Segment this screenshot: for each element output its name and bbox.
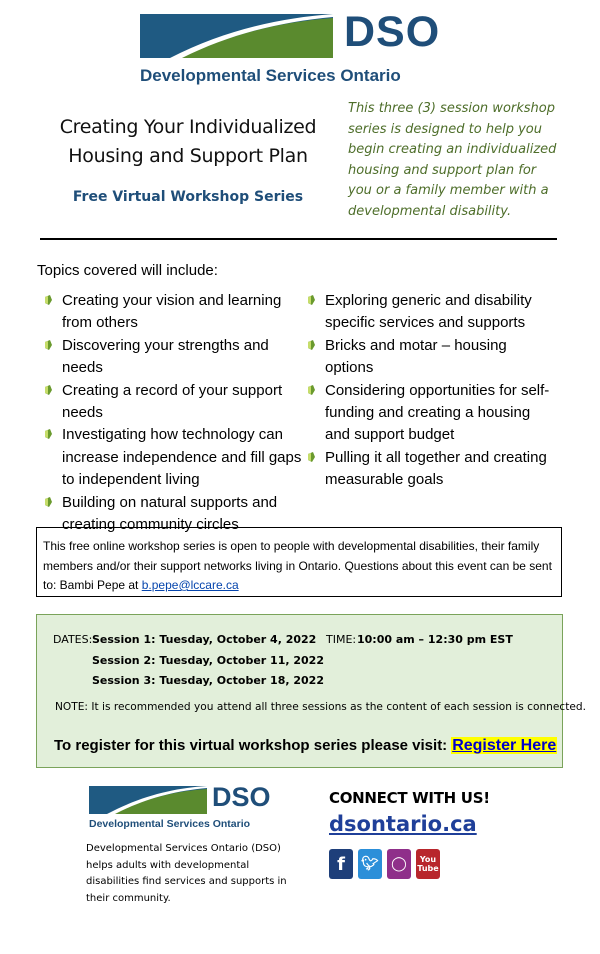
footer-dso-swoosh-icon bbox=[89, 786, 207, 814]
session-2: Session 2: Tuesday, October 11, 2022 bbox=[92, 654, 324, 667]
social-icons bbox=[329, 849, 440, 879]
page-subtitle: Free Virtual Workshop Series bbox=[72, 189, 304, 205]
time-label: TIME: bbox=[326, 633, 357, 646]
bullet-icon bbox=[44, 385, 53, 395]
bullet-icon bbox=[44, 295, 53, 305]
dso-swoosh-icon bbox=[140, 14, 333, 58]
topic-item bbox=[40, 335, 305, 380]
topic-item bbox=[303, 290, 558, 335]
topic-item bbox=[40, 290, 305, 335]
bullet-icon bbox=[307, 385, 316, 395]
register-line bbox=[54, 737, 557, 755]
topic-text: Pulling it all together and creating measurable goals bbox=[325, 448, 547, 489]
topic-item bbox=[303, 447, 558, 492]
connect-heading: CONNECT WITH US! bbox=[329, 789, 490, 807]
page-title bbox=[40, 113, 336, 171]
footer-dso-logo bbox=[89, 782, 274, 834]
instagram-icon[interactable]: ◯ bbox=[387, 849, 411, 879]
bullet-icon bbox=[44, 497, 53, 507]
about-text: Developmental Services Ontario (DSO) helps adults with developmental disabilities find services and supports in their community. bbox=[86, 843, 287, 904]
title-line-2: Housing and Support Plan bbox=[68, 145, 308, 167]
register-link[interactable]: Register Here bbox=[452, 737, 557, 754]
topic-item bbox=[303, 335, 558, 380]
session-3: Session 3: Tuesday, October 18, 2022 bbox=[92, 674, 324, 687]
contact-email-link[interactable]: b.pepe@lccare.ca bbox=[141, 578, 239, 592]
topic-text: Investigating how technology can increase independence and fill gaps to independent living bbox=[62, 426, 302, 489]
topic-text: Discovering your strengths and needs bbox=[62, 336, 269, 377]
note-text: NOTE: It is recommended you attend all three sessions as the content of each session is connected. bbox=[55, 701, 586, 713]
info-text: This free online workshop series is open to people with developmental disabilities, their family members and/or their support networks living in Ontario. Questions about this event can be sent to: Bambi Pepe at bbox=[43, 539, 552, 592]
intro-text: This three (3) session workshop series is designed to help you begin creating an individualized housing and support plan for you or a family member with a developmental disability. bbox=[348, 101, 557, 219]
topic-item bbox=[303, 380, 558, 447]
divider bbox=[40, 238, 557, 240]
info-box bbox=[36, 527, 562, 597]
bullet-icon bbox=[44, 429, 53, 439]
register-text: To register for this virtual workshop series please visit: bbox=[54, 737, 448, 754]
topics-list-left bbox=[40, 290, 305, 536]
topic-text: Exploring generic and disability specific services and supports bbox=[325, 292, 532, 332]
topic-text: Creating your vision and learning from others bbox=[62, 292, 282, 332]
session-1: Session 1: Tuesday, October 4, 2022 bbox=[92, 633, 317, 646]
footer-logo-subtitle: Developmental Services Ontario bbox=[89, 818, 251, 830]
logo-text: DSO bbox=[344, 8, 441, 56]
topic-text: Considering opportunities for self-funding and creating a housing and support budget bbox=[325, 381, 550, 444]
youtube-icon[interactable]: You Tube bbox=[416, 849, 440, 879]
bullet-icon bbox=[307, 452, 316, 462]
website-link[interactable]: dsontario.ca bbox=[329, 812, 477, 836]
topic-item bbox=[40, 380, 305, 425]
time-value: 10:00 am – 12:30 pm EST bbox=[357, 633, 513, 646]
topic-text: Bricks and motar – housing options bbox=[325, 336, 507, 377]
footer-logo-text: DSO bbox=[212, 782, 271, 812]
bullet-icon bbox=[307, 295, 316, 305]
logo-subtitle: Developmental Services Ontario bbox=[140, 66, 401, 85]
schedule-box bbox=[36, 614, 586, 768]
dso-logo bbox=[140, 8, 441, 86]
bullet-icon bbox=[307, 340, 316, 350]
bullet-icon bbox=[44, 340, 53, 350]
dates-label: DATES: bbox=[53, 633, 93, 646]
topics-list-right bbox=[303, 290, 558, 492]
topic-text: Building on natural supports and creating community circles bbox=[62, 493, 278, 534]
title-line-1: Creating Your Individualized bbox=[59, 116, 317, 138]
topic-text: Creating a record of your support needs bbox=[62, 381, 283, 422]
facebook-icon[interactable]: f bbox=[329, 849, 353, 879]
topic-item bbox=[40, 424, 305, 491]
topics-heading: Topics covered will include: bbox=[37, 262, 218, 279]
twitter-icon[interactable]: 🐦︎ bbox=[358, 849, 382, 879]
